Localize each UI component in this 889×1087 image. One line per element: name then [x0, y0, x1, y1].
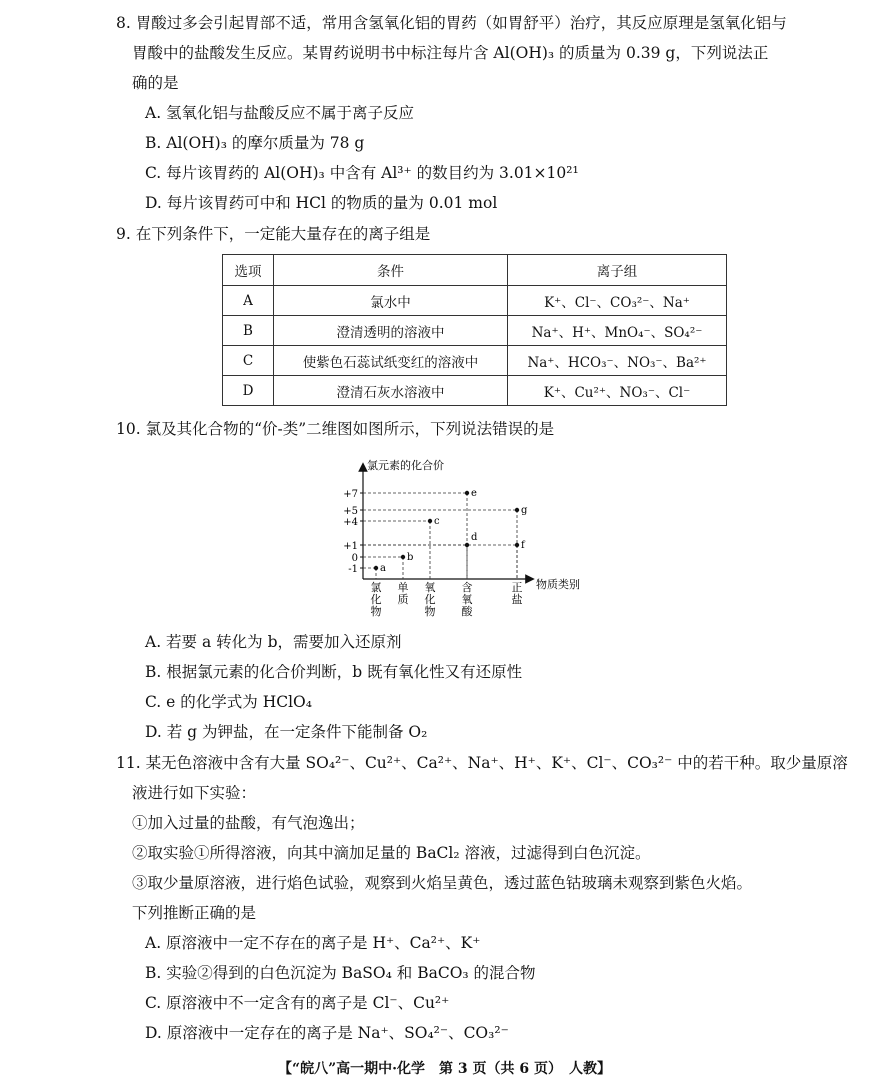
point-label: b	[407, 552, 414, 563]
y-tick-label: +7	[343, 489, 358, 500]
point-label: f	[521, 540, 525, 551]
q11-option-c: C. 原溶液中不一定含有的离子是 Cl⁻、Cu²⁺	[145, 994, 450, 1012]
q8-option-b: B. Al(OH)₃ 的摩尔质量为 78 g	[145, 134, 365, 152]
y-tick-label: -1	[348, 564, 358, 575]
y-tick-label: +5	[343, 506, 358, 517]
table-cell: C	[223, 346, 274, 376]
y-tick-label: 0	[351, 553, 358, 564]
y-tick-label: +4	[343, 517, 358, 528]
x-tick-label: 氧化物	[424, 581, 436, 618]
q11-ask: 下列推断正确的是	[132, 904, 257, 922]
table-header-row	[223, 255, 727, 286]
point-label: c	[434, 516, 440, 527]
data-point-c	[428, 519, 432, 523]
q11-stem-line2: 液进行如下实验：	[132, 784, 257, 802]
point-label: g	[521, 505, 528, 516]
q8-stem-line1: 8. 胃酸过多会引起胃部不适，常用含氢氧化铝的胃药（如胃舒平）治疗，其反应原理是氢氧化铝与	[116, 14, 787, 32]
point-label: a	[380, 563, 386, 574]
table-cell: 氯水中	[274, 286, 508, 316]
valence-class-chart	[330, 455, 610, 625]
table-row	[223, 286, 727, 316]
q10-option-d: D. 若 g 为钾盐，在一定条件下能制备 O₂	[145, 723, 428, 741]
table-cell: 澄清透明的溶液中	[274, 316, 508, 346]
table-cell: K⁺、Cl⁻、CO₃²⁻、Na⁺	[508, 286, 727, 316]
x-tick-label: 单质	[397, 581, 409, 606]
point-label: d	[471, 532, 478, 543]
q11-step-2: ②取实验①所得溶液，向其中滴加足量的 BaCl₂ 溶液，过滤得到白色沉淀。	[132, 844, 651, 862]
q9-stem: 9. 在下列条件下，一定能大量存在的离子组是	[116, 225, 431, 243]
table-cell: Na⁺、HCO₃⁻、NO₃⁻、Ba²⁺	[508, 346, 727, 376]
table-row	[223, 316, 727, 346]
q8-stem-line2: 胃酸中的盐酸发生反应。某胃药说明书中标注每片含 Al(OH)₃ 的质量为 0.39 g，下列说法正	[132, 44, 769, 62]
q11-option-b: B. 实验②得到的白色沉淀为 BaSO₄ 和 BaCO₃ 的混合物	[145, 964, 536, 982]
table-row	[223, 376, 727, 406]
q10-stem: 10. 氯及其化合物的“价-类”二维图如图所示，下列说法错误的是	[116, 420, 555, 438]
data-point-a	[374, 566, 378, 570]
x-tick-label: 氯化物	[370, 581, 382, 618]
data-point-b	[401, 555, 405, 559]
table-cell: A	[223, 286, 274, 316]
q11-stem-line1: 11. 某无色溶液中含有大量 SO₄²⁻、Cu²⁺、Ca²⁺、Na⁺、H⁺、K⁺、Cl⁻、CO₃²⁻ 中的若干种。取少量原溶	[116, 754, 848, 772]
table-header-cell: 选项	[223, 255, 274, 286]
data-point-g	[515, 508, 519, 512]
table-cell: K⁺、Cu²⁺、NO₃⁻、Cl⁻	[508, 376, 727, 406]
table-cell: Na⁺、H⁺、MnO₄⁻、SO₄²⁻	[508, 316, 727, 346]
q11-step-1: ①加入过量的盐酸，有气泡逸出；	[132, 814, 365, 832]
data-point-f	[515, 543, 519, 547]
table-header-cell: 离子组	[508, 255, 727, 286]
table-cell: D	[223, 376, 274, 406]
x-tick-label: 含氧酸	[461, 581, 473, 618]
y-tick-label: +1	[343, 541, 358, 552]
point-label: e	[471, 488, 477, 499]
ion-table	[222, 254, 727, 406]
q8-stem-line3: 确的是	[132, 74, 179, 92]
q11-option-a: A. 原溶液中一定不存在的离子是 H⁺、Ca²⁺、K⁺	[145, 934, 481, 952]
q11-step-3: ③取少量原溶液，进行焰色试验，观察到火焰呈黄色，透过蓝色钴玻璃未观察到紫色火焰。	[132, 874, 753, 892]
q10-option-a: A. 若要 a 转化为 b，需要加入还原剂	[145, 633, 402, 651]
q8-option-a: A. 氢氧化铝与盐酸反应不属于离子反应	[145, 104, 415, 122]
table-cell: B	[223, 316, 274, 346]
table-cell: 澄清石灰水溶液中	[274, 376, 508, 406]
y-axis-label: 氯元素的化合价	[367, 459, 444, 472]
table-header-cell: 条件	[274, 255, 508, 286]
q11-option-d: D. 原溶液中一定存在的离子是 Na⁺、SO₄²⁻、CO₃²⁻	[145, 1024, 509, 1042]
page-footer: 【“皖八”高一期中·化学 第 3 页（共 6 页） 人教】	[278, 1061, 611, 1077]
q8-option-c: C. 每片该胃药的 Al(OH)₃ 中含有 Al³⁺ 的数目约为 3.01×10²¹	[145, 164, 579, 182]
q10-option-b: B. 根据氯元素的化合价判断，b 既有氧化性又有还原性	[145, 663, 523, 681]
x-tick-label: 正盐	[511, 581, 523, 606]
table-row	[223, 346, 727, 376]
data-point-d	[465, 543, 469, 547]
x-axis-label: 物质类别	[536, 578, 580, 591]
q10-option-c: C. e 的化学式为 HClO₄	[145, 693, 312, 711]
q8-option-d: D. 每片该胃药可中和 HCl 的物质的量为 0.01 mol	[145, 194, 498, 212]
data-point-e	[465, 491, 469, 495]
table-cell: 使紫色石蕊试纸变红的溶液中	[274, 346, 508, 376]
